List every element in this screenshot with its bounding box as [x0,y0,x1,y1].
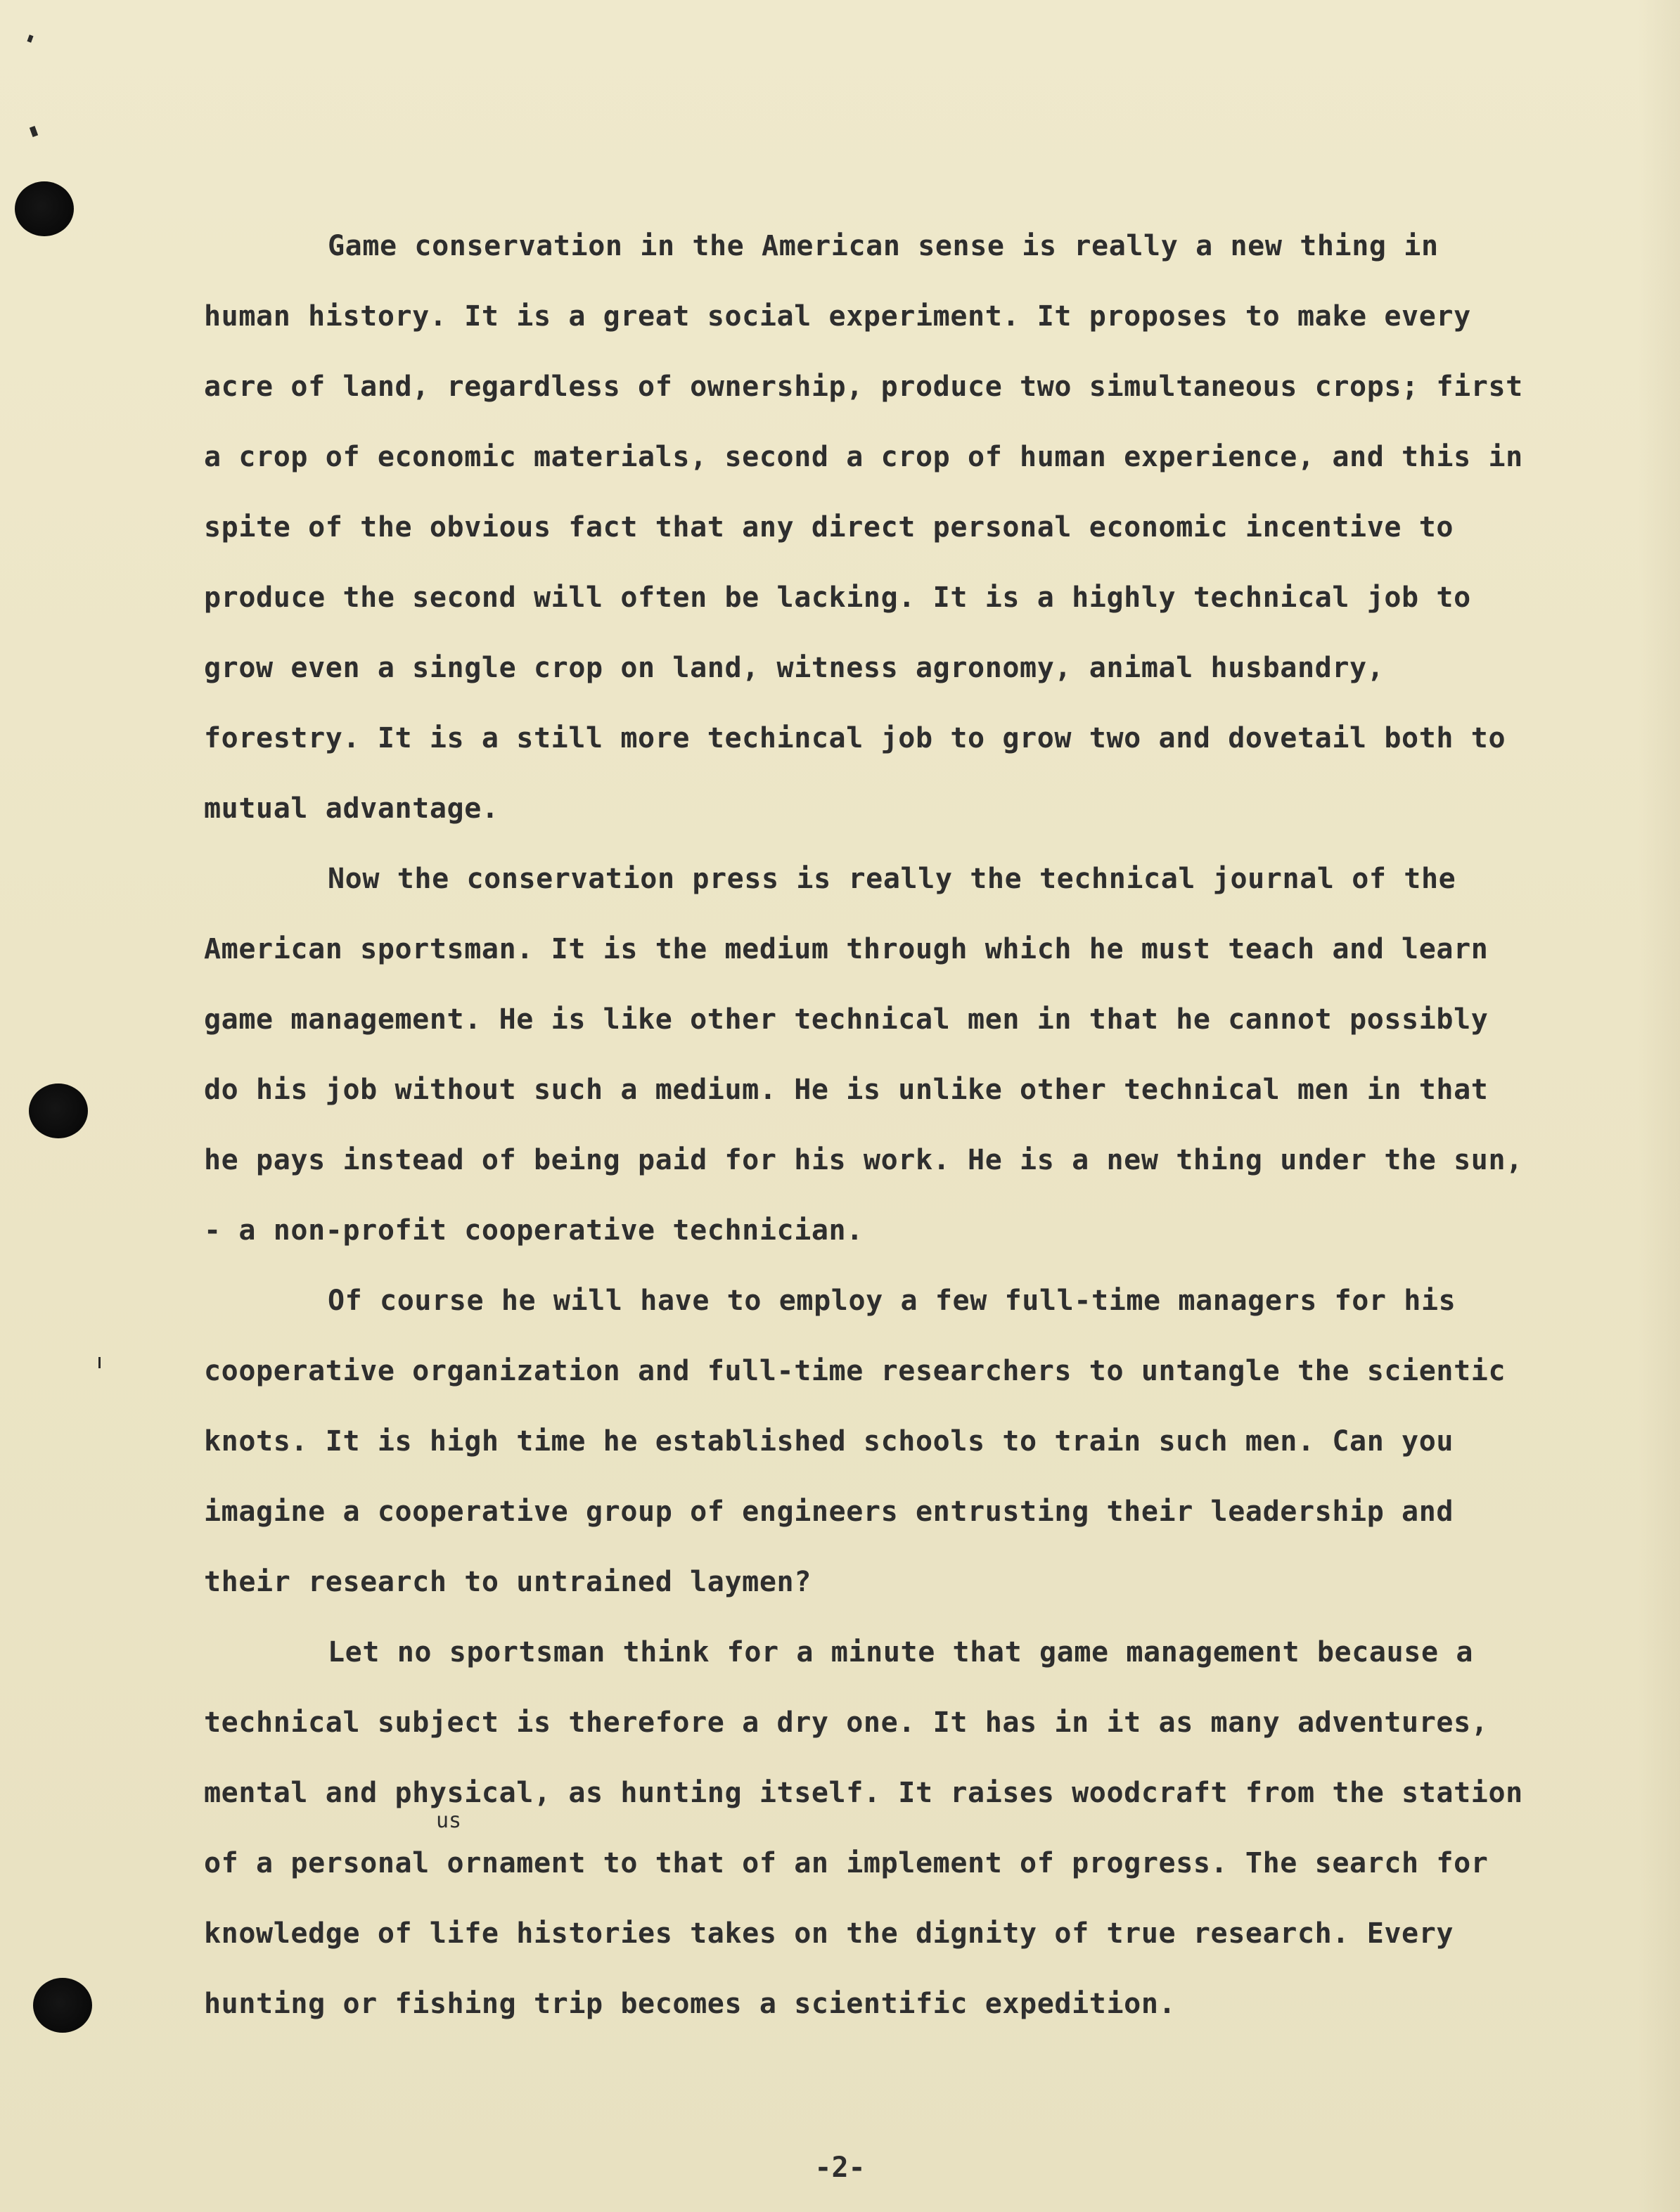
punch-hole-top [15,181,74,236]
punch-hole-bottom [33,1978,92,2033]
handwritten-correction: us [436,1808,462,1833]
paper-mark [30,126,38,137]
paragraph-4: Let no sportsman think for a minute that game management because a technical subject is therefore a dry one. It has in it as many adventures, mental and physical, as hunting itself. It raises woodcraft from the station of a personal ornament to that of an implement of progress. The search for knowledge of life histories takes on the dignity of true research. Every hunting or fishing trip becomes a scientific expedition. [204,1636,1523,2020]
paper-mark [27,34,33,42]
paragraph-2: Now the conservation press is really the technical journal of the American sportsman. It is the medium through which he must teach and learn game management. He is like other technical men in that he cannot possibly do his job without such a medium. He is unlike other technical men in that he pays instead of being paid for his work. He is a new thing under the sun, - a non-profit cooperative technician. [204,863,1523,1247]
paper-mark [98,1357,101,1368]
paragraph-1: Game conservation in the American sense is really a new thing in human history. It is a great social experiment. It proposes to make every acre of land, regardless of ownership, produce two simultaneous crops; first a crop of economic materials, second a crop of human experience, and this in spite of the obvious fact that any direct personal economic incentive to produce the second will often be lacking. It is a highly technical job to grow even a single crop on land, witness agronomy, animal husbandry, forestry. It is a still more techincal job to grow two and dovetail both to mutual advantage. [204,230,1523,825]
typed-body-text [204,211,1540,2039]
page-edge-shading [1638,0,1680,2212]
punch-hole-middle [29,1084,88,1138]
page-number: -2- [814,2152,866,2184]
paragraph-3: Of course he will have to employ a few full-time managers for his cooperative organization and full-time researchers to untangle the scientic knots. It is high time he established schools to train such men. Can you imagine a cooperative group of engineers entrusting their leadership and their research to untrained laymen? [204,1285,1506,1598]
